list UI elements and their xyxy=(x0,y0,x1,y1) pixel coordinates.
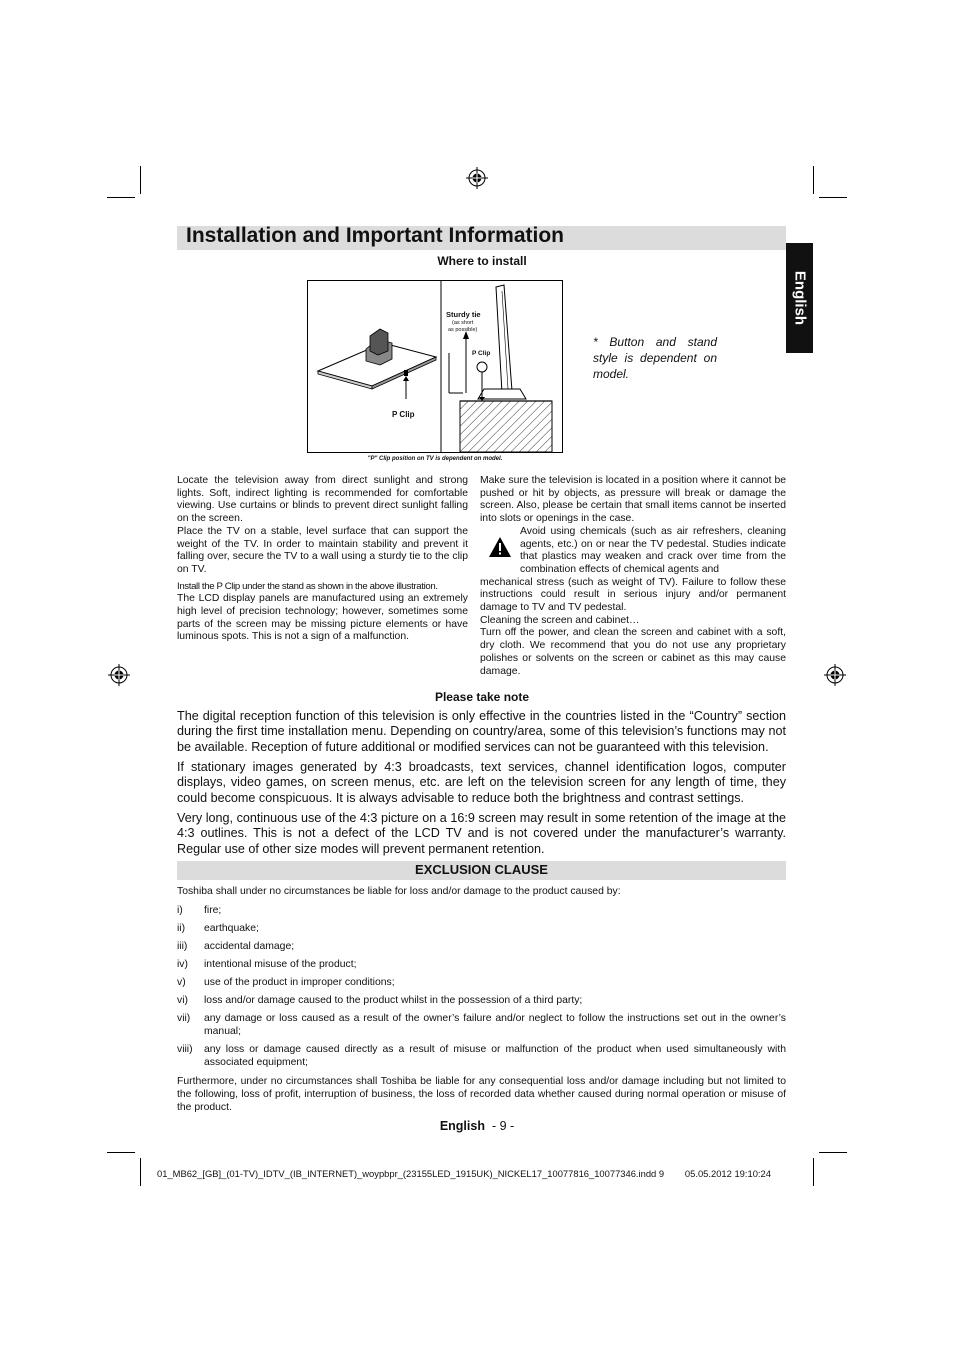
crop-mark xyxy=(813,166,814,194)
slug-date: 05.05.2012 19:10:24 xyxy=(684,1168,771,1179)
paragraph: mechanical stress (such as weight of TV). Failure to follow these instructions could result in serious injury and/or permanent damage to TV and TV pedestal. xyxy=(480,576,786,614)
where-to-install-heading: Where to install xyxy=(437,254,527,268)
list-item-number: iii) xyxy=(177,941,188,952)
figure-caption: "P" Clip position on TV is dependent on model. xyxy=(367,456,503,462)
list-item xyxy=(177,922,786,935)
paragraph: The digital reception function of this television is only effective in the countries listed in the “Country” section during the first time installation menu. Depending on country/area, some of this television’s functions may not be available. Reception of future additional or modified services can not be guaranteed with this television. xyxy=(177,709,786,754)
list-item xyxy=(177,904,786,917)
list-item-text: intentional misuse of the product; xyxy=(204,959,357,970)
note-paragraph xyxy=(177,760,786,806)
page-title: Installation and Important Information xyxy=(186,224,564,247)
exclusion-heading: EXCLUSION CLAUSE xyxy=(415,862,548,877)
exclusion-closing: Furthermore, under no circumstances shall Toshiba be liable for any consequential loss and/or damage including but not limited to the following, loss of profit, interruption of business, the loss of recorded data whether caused during normal operation or misuse of the product. xyxy=(177,1076,786,1113)
as-possible-label: as possible) xyxy=(448,327,478,333)
footer-language: English xyxy=(439,1119,485,1133)
registration-mark-icon xyxy=(466,167,488,189)
paragraph: Turn off the power, and clean the screen and cabinet with a soft, dry cloth. We recommend that you do not use any proprietary polishes or solvents on the screen or cabinet as this may cause damage. xyxy=(480,627,786,677)
list-item-text: accidental damage; xyxy=(204,941,295,952)
language-tab xyxy=(786,243,813,353)
installation-figure xyxy=(307,280,563,453)
list-item-number: vi) xyxy=(177,995,188,1006)
list-item-number: v) xyxy=(177,977,186,988)
crop-mark xyxy=(107,1152,135,1153)
warning-block xyxy=(480,526,786,577)
print-slug xyxy=(157,1168,771,1179)
crop-mark xyxy=(819,1152,847,1153)
exclusion-list xyxy=(177,904,786,1074)
paragraph: The LCD display panels are manufactured using an extremely high level of precision technology; however, sometimes some parts of the screen may be missing picture elements or have luminous spots. This is not a sign of a malfunction. xyxy=(177,593,468,643)
paragraph: Place the TV on a stable, level surface that can support the weight of the TV. In order to maintain stability and prevent it falling over, secure the TV to a wall using a sturdy tie to the clip on TV. xyxy=(177,525,468,575)
installation-illustration xyxy=(308,281,562,452)
page-number: - 9 - xyxy=(491,1119,515,1133)
list-item-number: vii) xyxy=(177,1013,191,1024)
list-item-text: loss and/or damage caused to the product whilst in the possession of a third party; xyxy=(204,995,583,1006)
registration-mark-icon xyxy=(824,664,846,686)
list-item-text: any loss or damage caused directly as a result of misuse or malfunction of the product when used simultaneously with associated equipment; xyxy=(204,1044,786,1068)
warning-icon xyxy=(488,536,512,558)
crop-mark xyxy=(107,197,135,198)
paragraph: Locate the television away from direct sunlight and strong lights. Soft, indirect lighting is recommended for comfortable viewing. Use curtains or blinds to prevent direct sunlight falling on the screen. xyxy=(177,475,468,525)
page-footer xyxy=(0,1119,954,1133)
list-item xyxy=(177,940,786,953)
list-item-text: any damage or loss caused as a result of the owner’s failure and/or neglect to follow the instructions set out in the owner’s manual; xyxy=(204,1013,786,1037)
slug-file: 01_MB62_[GB]_(01-TV)_IDTV_(IB_INTERNET)_woypbpr_(23155LED_1915UK)_NICKEL17_10077816_10077346.indd 9 xyxy=(157,1168,665,1179)
crop-mark xyxy=(813,1158,814,1186)
paragraph: Make sure the television is located in a position where it cannot be pushed or hit by objects, as pressure will break or damage the screen. Also, please be certain that small items cannot be inserted into slots or openings in the case. xyxy=(480,475,786,525)
as-short-label: (as short xyxy=(452,320,474,326)
paragraph: If stationary images generated by 4:3 broadcasts, text services, channel identification logos, computer displays, video games, on screen menus, etc. are left on the television screen for any length of time, they could become conspicuous. It is always advisable to reduce both the brightness and contrast settings. xyxy=(177,760,786,805)
list-item-text: use of the product in improper conditions; xyxy=(204,977,395,988)
crop-mark xyxy=(140,166,141,194)
list-item-number: iv) xyxy=(177,959,188,970)
note-paragraph xyxy=(177,811,786,857)
cleaning-heading: Cleaning the screen and cabinet… xyxy=(480,614,640,626)
sturdy-tie-label: Sturdy tie xyxy=(446,310,481,319)
warning-text: Avoid using chemicals (such as air refreshers, cleaning agents, etc.) on or near the TV pedestal. Studies indicate that plastics may weaken and crack over time from the combination effects of chemical agents and xyxy=(520,525,786,575)
paragraph: Very long, continuous use of the 4:3 picture on a 16:9 screen may result in some retention of the image at the 4:3 outlines. This is not a defect of the LCD TV and is not covered under the manufacturer’s warranty. Regular use of other size modes will prevent permanent retention. xyxy=(177,811,786,856)
list-item-number: i) xyxy=(177,905,183,916)
p-clip-left-label: P Clip xyxy=(392,410,415,419)
list-item xyxy=(177,976,786,989)
crop-mark xyxy=(819,197,847,198)
paragraph: Install the P Clip under the stand as shown in the above illustration. xyxy=(177,580,438,592)
note-paragraph xyxy=(177,709,786,755)
list-item xyxy=(177,1043,786,1069)
warning-icon-wrap xyxy=(480,526,520,577)
exclusion-intro: Toshiba shall under no circumstances be liable for loss and/or damage to the product caused by: xyxy=(177,886,621,897)
p-clip-right-label: P Clip xyxy=(472,350,491,357)
crop-mark xyxy=(140,1158,141,1186)
list-item-text: earthquake; xyxy=(204,923,259,934)
list-item-number: ii) xyxy=(177,923,186,934)
right-column xyxy=(480,475,786,678)
language-tab-label: English xyxy=(791,270,808,326)
left-column xyxy=(177,475,468,644)
list-item xyxy=(177,1012,786,1038)
list-item-number: viii) xyxy=(177,1044,193,1055)
side-note: * Button and stand style is dependent on model. xyxy=(593,335,717,381)
list-item xyxy=(177,958,786,971)
please-take-note-heading: Please take note xyxy=(434,690,530,704)
list-item xyxy=(177,994,786,1007)
list-item-text: fire; xyxy=(204,905,222,916)
registration-mark-icon xyxy=(108,664,130,686)
